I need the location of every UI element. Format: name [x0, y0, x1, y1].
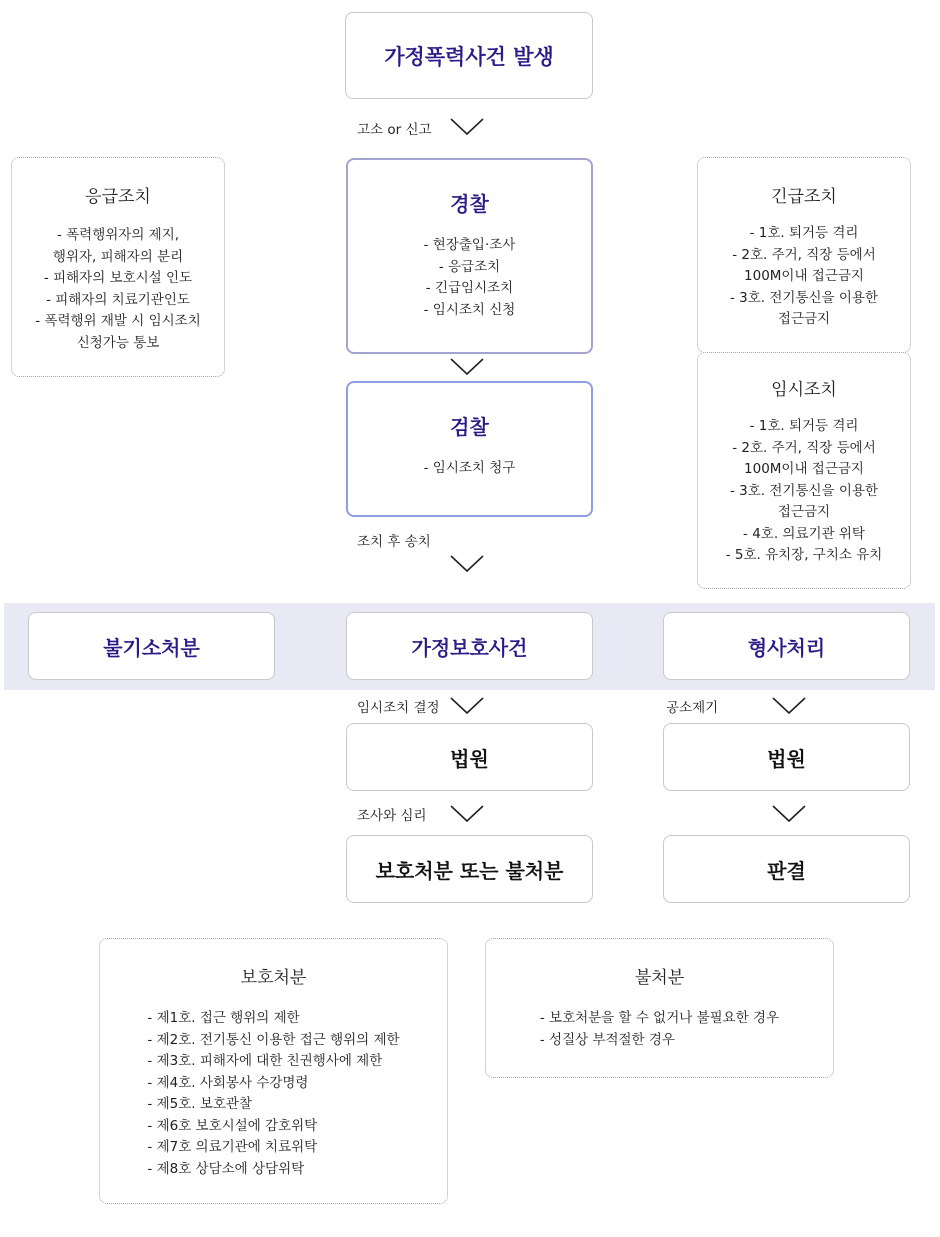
list-item: - 제4호. 사회봉사 수강명령 [147, 1074, 309, 1091]
indictment-label: 공소제기 [666, 700, 719, 716]
list-item: - 긴급임시조치 [425, 280, 514, 296]
police-panel [346, 158, 593, 354]
protection-or-none-label: 보호처분 또는 불처분 [375, 858, 564, 883]
list-item: - 제6호 보호시설에 감호위탁 [147, 1117, 318, 1134]
temporary-measures-list [698, 416, 910, 567]
chevron-down-icon [450, 697, 484, 715]
list-item: 접근금지 [777, 311, 831, 327]
non-prosecution-box [28, 612, 275, 680]
list-item: - 3호. 전기통신을 이용한 [730, 289, 878, 306]
criminal-box [663, 612, 910, 680]
list-item: - 피해자의 치료기관인도 [46, 291, 190, 308]
chevron-down-icon [450, 555, 484, 573]
list-item: - 피해자의 보호시설 인도 [43, 270, 193, 286]
chevron-down-icon [772, 805, 806, 823]
emergency-measures-list [12, 225, 224, 354]
criminal-label: 형사처리 [747, 635, 826, 660]
urgent-measures-panel [697, 157, 911, 353]
investigation-label: 조사와 심리 [357, 808, 427, 824]
list-item: - 2호. 주거, 직장 등에서 [732, 246, 876, 263]
emergency-measures-title: 응급조치 [85, 187, 151, 207]
protective-disposition-title: 보호처분 [240, 968, 307, 988]
domestic-protection-box [346, 612, 593, 680]
urgent-measures-title: 긴급조치 [771, 187, 837, 207]
list-item: - 4호. 의료기관 위탁 [743, 525, 865, 542]
list-item: - 폭력행위 재발 시 임시조치 [35, 313, 201, 329]
prosecution-panel [346, 381, 593, 517]
police-title: 경찰 [450, 192, 489, 216]
list-item: - 제8호 상담소에 상담위탁 [147, 1160, 305, 1177]
chevron-down-icon [450, 118, 484, 136]
court-right-box [663, 723, 910, 791]
incident-title: 가정폭력사건 발생 [384, 44, 554, 69]
transfer-label: 조치 후 송치 [357, 534, 431, 550]
prosecution-title: 검찰 [450, 415, 489, 439]
list-item: - 3호. 전기통신을 이용한 [730, 482, 878, 499]
list-item: - 현장출입·조사 [423, 237, 516, 253]
list-item: 신청가능 통보 [76, 334, 160, 351]
no-disposition-list [540, 1008, 779, 1051]
list-item: - 제7호 의료기관에 치료위탁 [147, 1139, 318, 1155]
list-item: - 응급조치 [438, 258, 501, 275]
list-item: - 폭력행위자의 제지, [56, 227, 180, 243]
protective-disposition-panel [99, 938, 448, 1204]
prosecution-list [348, 458, 591, 480]
list-item: 행위자, 피해자의 분리 [52, 248, 184, 265]
chevron-down-icon [772, 697, 806, 715]
protection-or-none-box [346, 835, 593, 903]
urgent-measures-list [698, 223, 910, 331]
chevron-down-icon [450, 358, 484, 376]
list-item: - 임시조치 청구 [423, 460, 516, 476]
list-item: - 5호. 유치장, 구치소 유치 [725, 547, 883, 563]
list-item: - 1호. 퇴거등 격리 [749, 225, 859, 241]
emergency-measures-panel [11, 157, 225, 377]
judgment-box [663, 835, 910, 903]
chevron-down-icon [450, 805, 484, 823]
list-item: - 제1호. 접근 행위의 제한 [147, 1010, 300, 1026]
list-item: - 성질상 부적절한 경우 [539, 1031, 675, 1048]
list-item: - 제2호. 전기통신 이용한 접근 행위의 제한 [147, 1031, 400, 1048]
list-item: 100M이내 접근금지 [744, 461, 864, 477]
report-label: 고소 or 신고 [357, 122, 432, 138]
no-disposition-panel [485, 938, 834, 1078]
court-left-label: 법원 [450, 746, 489, 771]
incident-box [345, 12, 593, 99]
domestic-protection-label: 가정보호사건 [411, 635, 528, 660]
court-left-box [346, 723, 593, 791]
judgment-label: 판결 [767, 858, 806, 883]
list-item: - 보호처분을 할 수 없거나 불필요한 경우 [539, 1010, 780, 1026]
temporary-measures-panel [697, 352, 911, 589]
list-item: - 1호. 퇴거등 격리 [749, 418, 859, 434]
list-item: - 제5호. 보호관찰 [147, 1096, 253, 1112]
list-item: 접근금지 [777, 504, 831, 520]
non-prosecution-label: 불기소처분 [103, 635, 200, 660]
no-disposition-title: 불처분 [634, 968, 685, 988]
temp-decision-label: 임시조치 결정 [357, 700, 440, 716]
list-item: 100M이내 접근금지 [744, 268, 864, 284]
list-item: - 임시조치 신청 [423, 301, 516, 318]
temporary-measures-title: 임시조치 [771, 380, 837, 400]
list-item: - 2호. 주거, 직장 등에서 [732, 439, 876, 456]
court-right-label: 법원 [767, 746, 806, 771]
police-list [348, 235, 591, 321]
protective-disposition-list [147, 1008, 399, 1180]
list-item: - 제3호. 피해자에 대한 친권행사에 제한 [147, 1053, 383, 1069]
